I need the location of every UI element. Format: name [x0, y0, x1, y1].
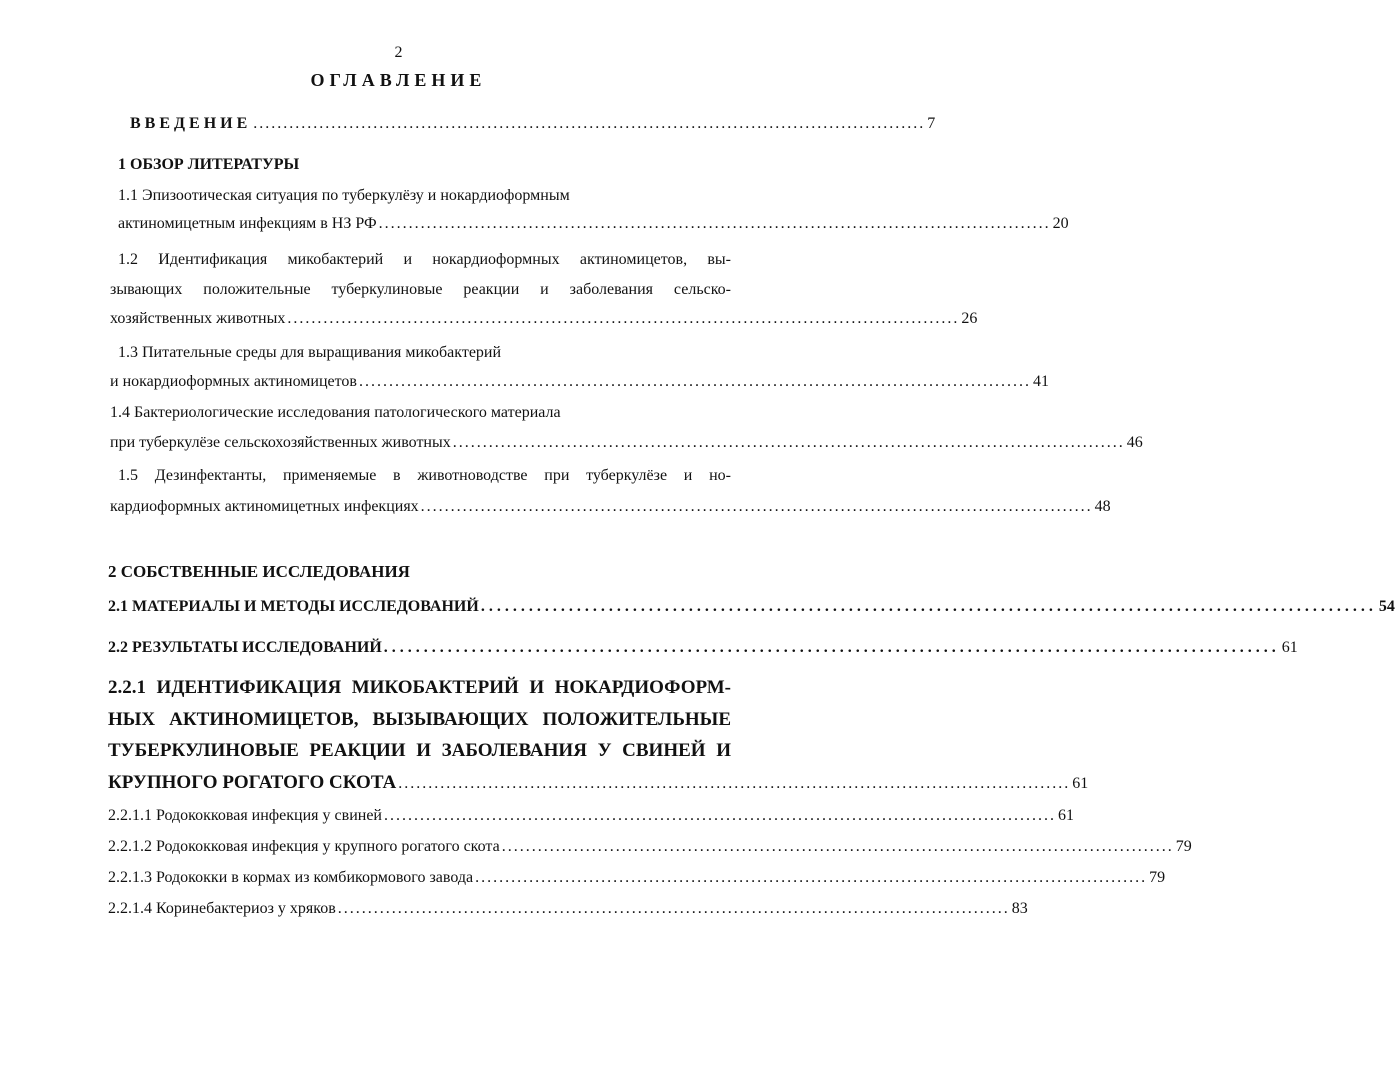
toc-entry-1-2[interactable]: [110, 309, 978, 329]
toc-entry-1-4-line1: 1.4 Бактериологические исследования патологического материала: [110, 404, 561, 421]
toc-entry-2-2-1-3[interactable]: [108, 868, 1166, 888]
toc-entry-2-2[interactable]: [108, 638, 1298, 658]
toc-page-number: 7: [927, 115, 936, 132]
dot-leader: ................................................................................................................: [253, 115, 926, 132]
toc-page-number: 26: [961, 310, 978, 327]
toc-page-number: 83: [1011, 900, 1028, 917]
toc-entry-label: 2.2.1.1 Родококковая инфекция у свиней: [108, 807, 382, 824]
toc-entry-label: 2.1 МАТЕРИАЛЫ И МЕТОДЫ ИССЛЕДОВАНИЙ: [108, 598, 479, 615]
toc-entry-2-2-1[interactable]: [108, 771, 1089, 795]
dot-leader: ................................................................................................................: [501, 838, 1174, 855]
dot-leader: ................................................................................................................: [383, 807, 1056, 824]
toc-entry-label: кардиоформных актиномицетных инфекциях: [110, 498, 419, 515]
toc-entry-label: и нокардиоформных актиномицетов: [110, 373, 357, 390]
toc-entry-1-3[interactable]: [110, 372, 1049, 392]
dot-leader: ................................................................................................................: [358, 373, 1031, 390]
toc-page-number: 79: [1175, 838, 1192, 855]
toc-entry-1-1[interactable]: [118, 214, 1069, 234]
toc-entry-1-5-line1: 1.5 Дезинфектанты, применяемые в животноводстве при туберкулёзе и но-: [118, 467, 731, 484]
toc-entry-1-3-line1: 1.3 Питательные среды для выращивания микобактерий: [118, 344, 502, 361]
toc-entry-1-2-line1: 1.2 Идентификация микобактерий и нокардиоформных актиномицетов, вы-: [118, 251, 731, 268]
toc-page-number: 46: [1126, 434, 1143, 451]
dot-leader: ................................................................................................................: [337, 900, 1010, 917]
toc-entry-2-2-1-4[interactable]: [108, 899, 1028, 919]
page-number: 2: [394, 44, 403, 61]
dot-leader: ................................................................................................................: [480, 598, 1377, 615]
toc-page-number: 61: [1057, 807, 1074, 824]
toc-entry-2-2-1-line1: 2.2.1 ИДЕНТИФИКАЦИЯ МИКОБАКТЕРИЙ И НОКАРДИОФОРМ-: [108, 677, 731, 698]
toc-entry-2-2-1-line2: НЫХ АКТИНОМИЦЕТОВ, ВЫЗЫВАЮЩИХ ПОЛОЖИТЕЛЬНЫЕ: [108, 709, 731, 730]
toc-entry-1-5[interactable]: [110, 497, 1111, 517]
toc-page-number: 54: [1378, 598, 1395, 615]
toc-page-number: 61: [1281, 639, 1298, 656]
toc-entry-2-2-1-line3: ТУБЕРКУЛИНОВЫЕ РЕАКЦИИ И ЗАБОЛЕВАНИЯ У СВИНЕЙ И: [108, 740, 731, 761]
toc-page-number: 79: [1149, 869, 1166, 886]
toc-entry-intro[interactable]: [130, 114, 936, 134]
dot-leader: ................................................................................................................: [420, 498, 1093, 515]
toc-entry-1-1-line1: 1.1 Эпизоотическая ситуация по туберкулёзу и нокардиоформным: [118, 187, 570, 204]
dot-leader: ................................................................................................................: [378, 215, 1051, 232]
toc-entry-label: актиномицетным инфекциям в НЗ РФ: [118, 215, 377, 232]
toc-entry-label: при туберкулёзе сельскохозяйственных животных: [110, 434, 451, 451]
toc-entry-1-4[interactable]: [110, 433, 1143, 453]
toc-entry-2-2-1-2[interactable]: [108, 837, 1192, 857]
toc-entry-label: хозяйственных животных: [110, 310, 286, 327]
toc-page-number: 41: [1032, 373, 1049, 390]
dot-leader: ................................................................................................................: [398, 775, 1071, 792]
toc-page-number: 20: [1052, 215, 1069, 232]
section-heading-2: 2 СОБСТВЕННЫЕ ИССЛЕДОВАНИЯ: [108, 562, 410, 581]
dot-leader: ................................................................................................................: [475, 869, 1148, 886]
toc-entry-2-1[interactable]: [108, 597, 1395, 617]
toc-entry-label: ВВЕДЕНИЕ: [130, 115, 252, 132]
dot-leader: ................................................................................................................: [287, 310, 960, 327]
dot-leader: ................................................................................................................: [452, 434, 1125, 451]
toc-entry-label: 2.2.1.3 Родококки в кормах из комбикормового завода: [108, 869, 474, 886]
toc-title: ОГЛАВЛЕНИЕ: [310, 70, 487, 90]
toc-entry-1-2-line2: зывающих положительные туберкулиновые реакции и заболевания сельско-: [110, 281, 731, 298]
toc-entry-label: 2.2.1.4 Коринебактериоз у хряков: [108, 900, 336, 917]
toc-entry-label: 2.2.1.2 Родококковая инфекция у крупного рогатого скота: [108, 838, 500, 855]
dot-leader: ................................................................................................................: [383, 639, 1280, 656]
section-heading-1: 1 ОБЗОР ЛИТЕРАТУРЫ: [118, 156, 300, 173]
toc-entry-label: КРУПНОГО РОГАТОГО СКОТА: [108, 772, 397, 793]
toc-page-number: 48: [1094, 498, 1111, 515]
toc-entry-2-2-1-1[interactable]: [108, 806, 1074, 826]
toc-entry-label: 2.2 РЕЗУЛЬТАТЫ ИССЛЕДОВАНИЙ: [108, 639, 382, 656]
toc-page-number: 61: [1072, 775, 1089, 792]
